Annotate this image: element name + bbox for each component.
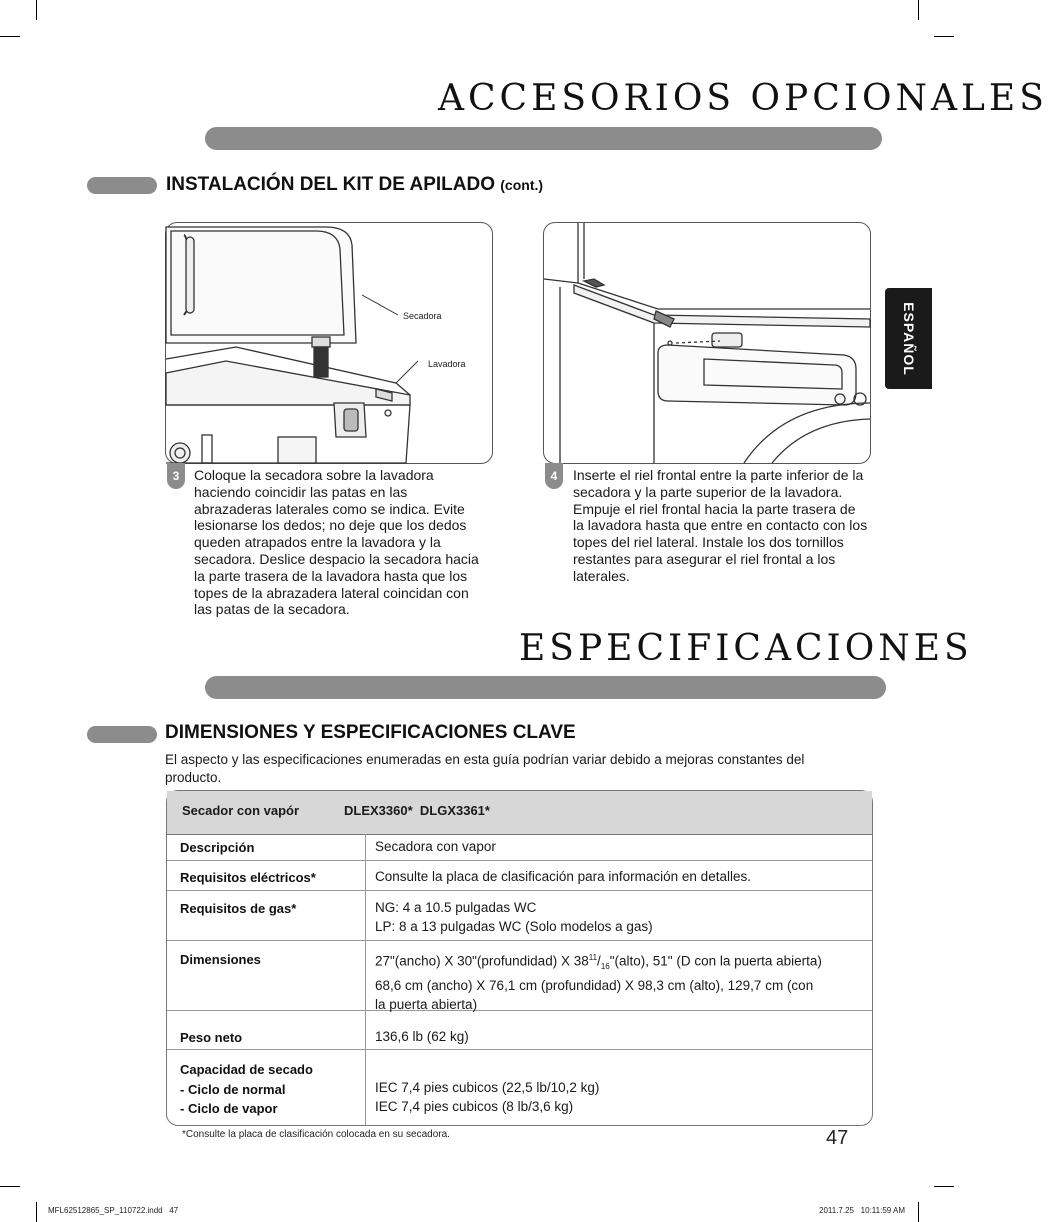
spec-table-header [167, 791, 872, 835]
spec-value-line: IEC 7,4 pies cubicos (8 lb/3,6 kg) [375, 1099, 574, 1114]
spec-value: 136,6 lb (62 kg) [375, 1029, 469, 1044]
footer-date: 2011.7.25 10:11:59 AM [819, 1206, 905, 1215]
crop-mark [918, 1202, 919, 1222]
table-row [167, 861, 872, 891]
fraction-numerator: 11 [588, 953, 598, 962]
table-row [167, 891, 872, 941]
section-heading-text: INSTALACIÓN DEL KIT DE APILADO [166, 174, 495, 195]
spec-label-line: - Ciclo de normal [180, 1081, 286, 1097]
spec-table [166, 790, 873, 1126]
label-lavadora: Lavadora [428, 359, 466, 369]
spec-label [180, 1060, 313, 1119]
section-heading-suffix: (cont.) [500, 177, 544, 193]
footnote: *Consulte la placa de clasificación colocada en su secadora. [182, 1129, 450, 1140]
dim-imperial: 27"(ancho) X 30"(profundidad) X 38 [375, 953, 589, 969]
table-row [167, 1050, 872, 1125]
page-number: 47 [826, 1127, 849, 1149]
spec-value [375, 1078, 599, 1116]
section-heading-stacking-kit [166, 174, 543, 196]
crop-mark [934, 36, 954, 37]
crop-mark [0, 36, 20, 37]
page-title: ACCESORIOS OPCIONALES [438, 78, 1048, 119]
step-3-text: Coloque la secadora sobre la lavadora haciendo coincidir las patas en las abrazaderas laterales como se indica. Evite lesionarse los dedos; no deje que los dedos queden atrapados entre la lavadora y la secadora. Deslice despacio la secadora hacia la parte trasera de la lavadora hasta que los topes de la abrazadera lateral coincidan con las patas de la secadora. [194, 467, 479, 618]
language-tab-label: ESPAÑOL [900, 301, 917, 376]
table-row [167, 941, 872, 1011]
specs-title-bar [205, 676, 886, 699]
step-4-text: Inserte el riel frontal entre la parte inferior de la secadora y la parte superior de la lavadora. Empuje el riel frontal hacia la parte trasera de la lavadora hasta que entre en contacto con los topes del riel lateral. Instale los dos tornillos restantes para asegurar el riel frontal a los laterales. [573, 467, 868, 584]
table-row [167, 834, 872, 861]
crop-mark [934, 1186, 954, 1187]
spec-value-line: 68,6 cm (ancho) X 76,1 cm (profundidad) X 98,3 cm (alto), 129,7 cm (con [375, 978, 814, 994]
label-secadora: Secadora [403, 311, 442, 321]
section-pill [87, 177, 157, 194]
footer-file: MFL62512865_SP_110722.indd 47 [48, 1206, 179, 1215]
table-row [167, 1011, 872, 1050]
section-heading-dimensions: DIMENSIONES Y ESPECIFICACIONES CLAVE [165, 722, 576, 743]
step-number-3: 3 [167, 463, 185, 489]
figure-step-4 [543, 222, 871, 464]
intro-paragraph: El aspecto y las especificaciones enumeradas en esta guía podrían variar debido a mejoras constantes del producto. [165, 752, 805, 785]
crop-mark [918, 0, 919, 20]
dim-imperial-rest: "(alto), 51" (D con la puerta abierta) [609, 953, 822, 969]
spec-label: Requisitos de gas* [180, 901, 297, 916]
crop-mark [0, 1186, 20, 1187]
spec-value-line: la puerta abierta) [375, 997, 478, 1013]
spec-label: Peso neto [180, 1030, 243, 1045]
spec-value [375, 898, 653, 936]
spec-header-models: DLEX3360* DLGX3361* [344, 803, 490, 818]
spec-label: Descripción [180, 840, 255, 855]
title-bar [205, 127, 882, 150]
spec-value [375, 948, 865, 1014]
spec-value-line: LP: 8 a 13 pulgadas WC (Solo modelos a gas) [375, 919, 653, 934]
spec-value-line: IEC 7,4 pies cubicos (22,5 lb/10,2 kg) [375, 1080, 600, 1095]
crop-mark [36, 1202, 37, 1222]
figure-step-3 [165, 222, 493, 464]
spec-label-line: Capacidad de secado [180, 1062, 313, 1077]
language-tab [885, 288, 932, 389]
spec-header-label: Secador con vapór [182, 803, 300, 818]
spec-value-line: 27"(ancho) X 30"(profundidad) X $38^{11}/_{16}"(alto)$, 51" (D con la puerta abierta) [375, 953, 822, 972]
crop-mark [36, 0, 37, 20]
spec-label: Requisitos eléctricos* [180, 870, 316, 885]
front-rail-illustration [544, 223, 870, 463]
dryer-on-washer-illustration [166, 223, 492, 463]
step-number-4: 4 [545, 463, 563, 489]
specs-title: ESPECIFICACIONES [519, 628, 973, 669]
fraction-denominator: 16 [600, 962, 610, 972]
spec-label: Dimensiones [180, 952, 261, 967]
section-pill [87, 726, 157, 743]
spec-value-line: NG: 4 a 10.5 pulgadas WC [375, 900, 537, 915]
spec-value: Secadora con vapor [375, 839, 496, 854]
spec-label-line: - Ciclo de vapor [180, 1101, 278, 1116]
spec-value: Consulte la placa de clasificación para información en detalles. [375, 869, 751, 884]
